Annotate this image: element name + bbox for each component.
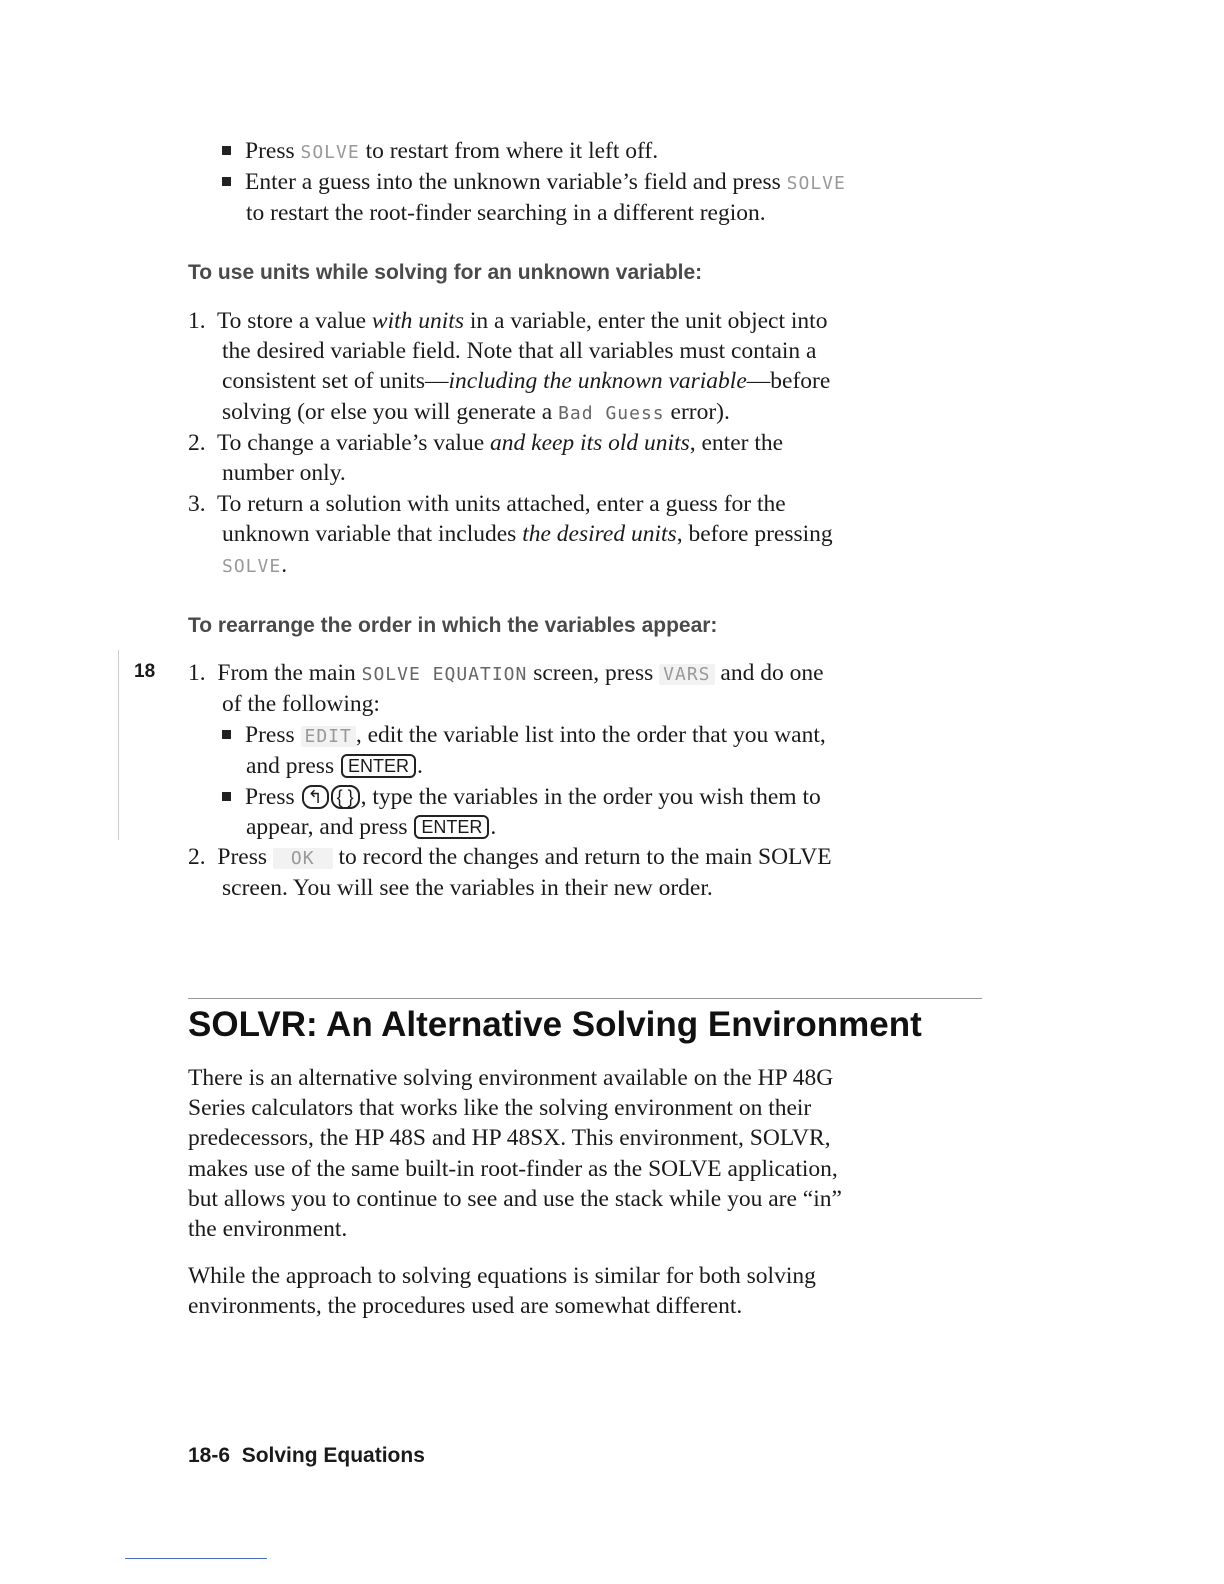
solvr-para-2-line-2: environments, the procedures used are somewhat different. [188,1293,743,1319]
rearrange-bullet-2: Press ↰ { } , type the variables in the order you wish them to [222,782,821,812]
bad-guess-message: Bad Guess [558,403,665,424]
solvr-section-title: SOLVR: An Alternative Solving Environment [188,1005,922,1044]
units-item-1-line-4: solving (or else you will generate a Bad Guess error). [222,399,730,425]
top-bullet-2-cont: to restart the root-finder searching in a different region. [246,200,766,226]
ok-softkey: OK [273,848,333,869]
units-item-1-line-2: the desired variable field. Note that all variables must contain a [222,338,817,364]
section-heading-rearrange: To rearrange the order in which the variables appear: [188,614,718,637]
bullet-icon [222,146,231,155]
bullet-icon [222,177,231,186]
top-bullet-1: Press SOLVE to restart from where it left off. [222,136,658,168]
solve-softkey: SOLVE [300,142,360,163]
enter-key: ENTER [341,754,416,778]
solvr-para-1-line-1: There is an alternative solving environment available on the HP 48G [188,1065,834,1091]
units-item-3-line-3: SOLVE. [222,552,288,578]
section-divider [188,998,982,999]
chapter-tab: 18 [134,661,156,682]
edit-softkey: EDIT [301,726,356,747]
chapter-margin-rule [118,650,119,840]
solve-softkey: SOLVE [786,173,846,194]
rearrange-item-1-line-1: 1. From the main SOLVE EQUATION screen, press VARS and do one [188,660,824,686]
page-footer [188,1444,425,1468]
solvr-para-1-line-5: but allows you to continue to see and use the stack while you are “in” [188,1186,842,1212]
solve-softkey: SOLVE [222,556,282,577]
units-item-1-line-1: 1. To store a value with units in a variable, enter the unit object into [188,308,828,334]
units-item-2-line-2: number only. [222,460,346,486]
solvr-para-1-line-3: predecessors, the HP 48S and HP 48SX. This environment, SOLVR, [188,1125,831,1151]
bullet-icon [222,730,231,739]
enter-key: ENTER [414,815,489,839]
bullet-icon [222,792,231,801]
rearrange-item-2-line-2: screen. You will see the variables in their new order. [222,875,713,901]
bottom-edge-rule [125,1558,267,1559]
solvr-para-1-line-2: Series calculators that works like the solving environment on their [188,1095,812,1121]
left-shift-key: ↰ [302,785,329,809]
rearrange-bullet-2-cont: appear, and press ENTER . [246,814,497,840]
rearrange-item-2-line-1: 2. Press OK to record the changes and return to the main SOLVE [188,844,832,870]
vars-softkey: VARS [659,664,714,685]
section-heading-units: To use units while solving for an unknown variable: [188,261,703,284]
page-number: 18-6 [188,1444,231,1467]
units-item-1-line-3: consistent set of units—including the unknown variable—before [222,368,831,394]
top-bullet-2: Enter a guess into the unknown variable’s field and press SOLVE [222,167,846,199]
units-item-3-line-1: 3. To return a solution with units attached, enter a guess for the [188,491,786,517]
chapter-name: Solving Equations [241,1444,425,1467]
braces-key: { } [331,785,360,809]
solvr-para-1-line-4: makes use of the same built-in root-finder as the SOLVE application, [188,1156,838,1182]
solvr-para-2-line-1: While the approach to solving equations is similar for both solving [188,1263,816,1289]
solvr-para-1-line-6: the environment. [188,1216,348,1242]
units-item-3-line-2: unknown variable that includes the desired units, before pressing [222,521,833,547]
units-item-2-line-1: 2. To change a variable’s value and keep its old units, enter the [188,430,784,456]
rearrange-item-1-line-2: of the following: [222,691,380,717]
rearrange-bullet-1: Press EDIT , edit the variable list into the order that you want, [222,720,826,752]
solve-equation-screen-label: SOLVE EQUATION [361,664,528,685]
rearrange-bullet-1-cont: and press ENTER . [246,753,423,779]
